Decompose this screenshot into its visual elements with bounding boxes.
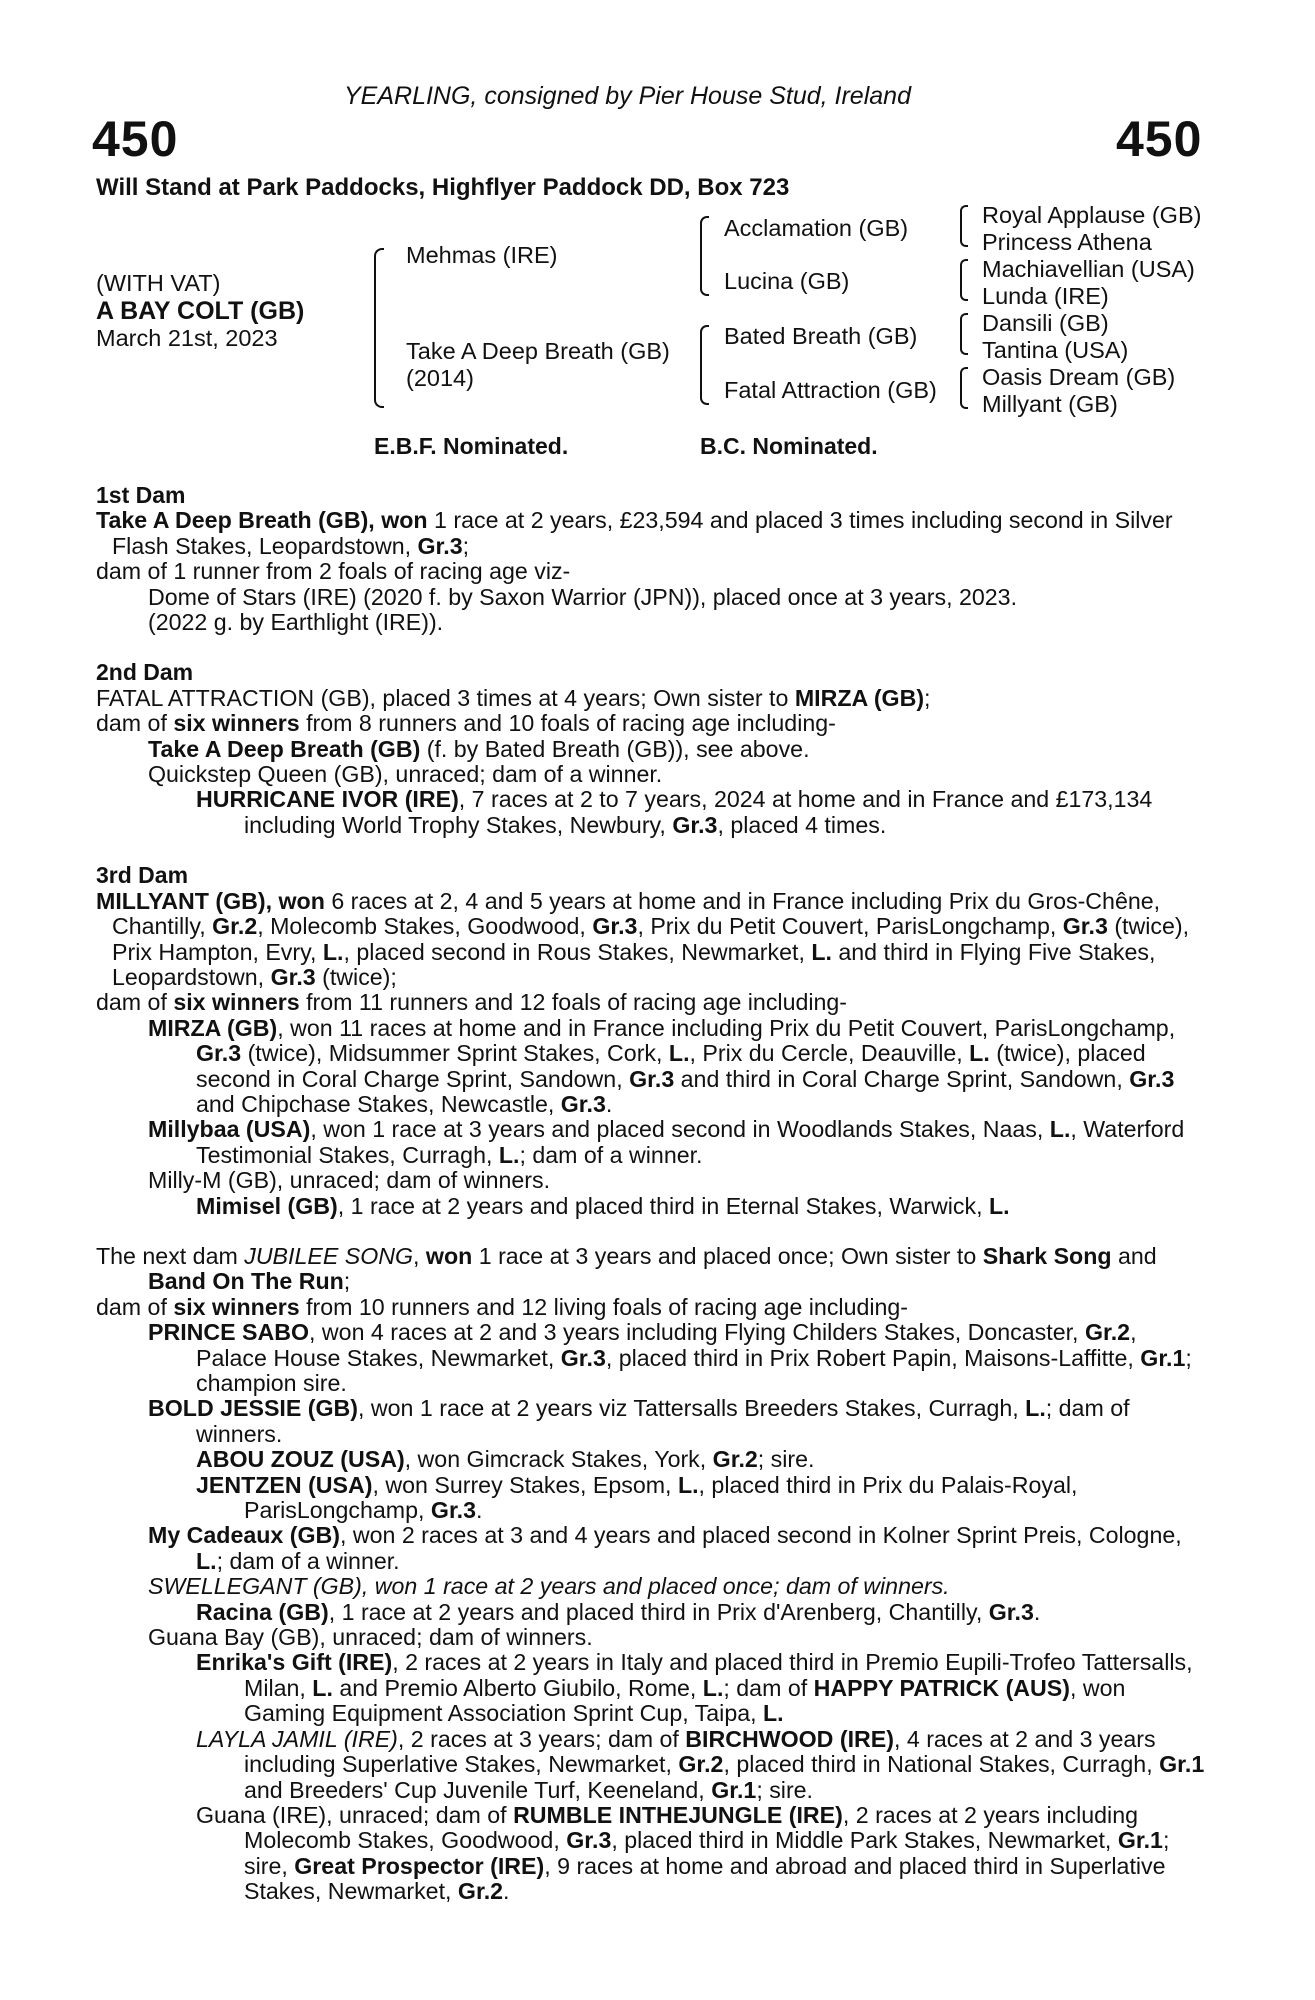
gg-millyant: Millyant (GB): [982, 391, 1118, 417]
dam-dam: Fatal Attraction (GB): [724, 377, 937, 403]
produce-my-cadeaux: My Cadeaux (GB), won 2 races at 3 and 4 years and placed second in Kolner Sprint Preis, Cologne, L.; dam of a winner.: [148, 1522, 1182, 1574]
produce-swellegant: SWELLEGANT (GB), won 1 race at 2 years and placed once; dam of winners.: [148, 1573, 950, 1600]
gg-royal-applause: Royal Applause (GB): [982, 202, 1202, 228]
dam: Take A Deep Breath (GB): [406, 338, 670, 364]
produce-jentzen: JENTZEN (USA), won Surrey Stakes, Epsom, L., placed third in Prix du Palais-Royal, ParisLongchamp, Gr.3.: [196, 1471, 1078, 1524]
stand-location: Will Stand at Park Paddocks, Highflyer Paddock DD, Box 723: [96, 174, 790, 201]
gg-machiavellian: Machiavellian (USA): [982, 256, 1195, 282]
produce-layla-jamil: LAYLA JAMIL (IRE), 2 races at 3 years; dam of BIRCHWOOD (IRE), 4 races at 2 and 3 years including Superlative Stakes, Newmarket, Gr.2, placed third in National Stakes, Curragh, Gr.1 and Breeders' Cup Juvenile Turf, Keeneland, Gr.1; sire.: [196, 1725, 1205, 1803]
gg-princess-athena: Princess Athena: [982, 229, 1152, 255]
produce-racina: Racina (GB), 1 race at 2 years and placed third in Prix d'Arenberg, Chantilly, Gr.3.: [196, 1598, 1041, 1625]
produce-prince-sabo: PRINCE SABO, won 4 races at 2 and 3 years including Flying Childers Stakes, Doncaster, Gr.2, Palace House Stakes, Newmarket, Gr.3, placed third in Prix Robert Papin, Maisons-Laffitte, Gr.1; champion sire.: [148, 1319, 1192, 1396]
second-dam-heading: 2nd Dam: [96, 659, 194, 686]
gg-lunda: Lunda (IRE): [982, 283, 1109, 309]
foaling-date: March 21st, 2023: [96, 325, 278, 351]
next-dam-produce-summary: dam of six winners from 10 runners and 12 living foals of racing age including-: [96, 1293, 909, 1320]
bc-nominated: B.C. Nominated.: [700, 433, 878, 459]
pedigree-brace-gen1: [374, 248, 384, 408]
sire: Mehmas (IRE): [406, 242, 558, 268]
first-dam-record: Take A Deep Breath (GB), won 1 race at 2 years, £23,594 and placed 3 times including second in Silver Flash Stakes, Leopardstown, Gr.3;: [96, 507, 1173, 559]
sire-sire: Acclamation (GB): [724, 215, 909, 241]
produce-mimisel: Mimisel (GB), 1 race at 2 years and placed third in Eternal Stakes, Warwick, L.: [196, 1192, 1010, 1219]
produce-take-a-deep-breath: Take A Deep Breath (GB) (f. by Bated Breath (GB)), see above.: [148, 735, 810, 762]
third-dam-produce-summary: dam of six winners from 11 runners and 12 foals of racing age including-: [96, 989, 848, 1016]
produce-bold-jessie: BOLD JESSIE (GB), won 1 race at 2 years viz Tattersalls Breeders Stakes, Curragh, L.; dam of winners.: [148, 1395, 1130, 1447]
second-dam-record: FATAL ATTRACTION (GB), placed 3 times at 4 years; Own sister to MIRZA (GB);: [96, 684, 931, 711]
gg-dansili: Dansili (GB): [982, 310, 1109, 336]
second-dam-produce-summary: dam of six winners from 8 runners and 10 foals of racing age including-: [96, 710, 836, 737]
catalogue-subtitle: YEARLING, consigned by Pier House Stud, Ireland: [344, 82, 911, 110]
third-dam-record: MILLYANT (GB), won 6 races at 2, 4 and 5 years at home and in France including Prix du Gros-Chêne, Chantilly, Gr.2, Molecomb Stakes, Goodwood, Gr.3, Prix du Petit Couvert, ParisLongchamp, Gr.3 (twice), Prix Hampton, Evry, L., placed second in Rous Stakes, Newmarket, L. and third in Flying Five Stakes, Leopardstown, Gr.3 (twice);: [96, 887, 1190, 990]
produce-enrikas-gift: Enrika's Gift (IRE), 2 races at 2 years in Italy and placed third in Premio Eupili-Trofeo Tattersalls, Milan, L. and Premio Alberto Giubilo, Rome, L.; dam of HAPPY PATRICK (AUS), won Gaming Equipment Association Sprint Cup, Taipa, L.: [196, 1649, 1193, 1727]
produce-milly-m: Milly-M (GB), unraced; dam of winners.: [148, 1167, 551, 1194]
pedigree-brace-sire: [700, 216, 709, 296]
produce-guana-bay: Guana Bay (GB), unraced; dam of winners.: [148, 1624, 593, 1651]
produce-guana: Guana (IRE), unraced; dam of RUMBLE INTHEJUNGLE (IRE), 2 races at 2 years including Molecomb Stakes, Goodwood, Gr.3, placed third in Middle Park Stakes, Newmarket, Gr.1; sire, Great Prospector (IRE), 9 races at home and abroad and placed third in Superlative Stakes, Newmarket, Gr.2.: [196, 1801, 1170, 1905]
dam-sire: Bated Breath (GB): [724, 323, 918, 349]
produce-quickstep-queen: Quickstep Queen (GB), unraced; dam of a winner.: [148, 761, 663, 788]
next-dam-record: The next dam JUBILEE SONG, won 1 race at 3 years and placed once; Own sister to Shark Song and Band On The Run;: [96, 1242, 1157, 1295]
produce-hurricane-ivor: HURRICANE IVOR (IRE), 7 races at 2 to 7 years, 2024 at home and in France and £173,134 including World Trophy Stakes, Newbury, Gr.3, placed 4 times.: [196, 786, 1153, 838]
first-dam-heading: 1st Dam: [96, 482, 186, 508]
produce-dome-of-stars: Dome of Stars (IRE) (2020 f. by Saxon Warrior (JPN)), placed once at 3 years, 2023.: [148, 583, 1018, 610]
pedigree-brace-gg2: [960, 259, 968, 301]
first-dam-section: [96, 483, 1206, 1905]
dam-year: (2014): [406, 365, 474, 391]
horse-name: A BAY COLT (GB): [96, 297, 305, 325]
vat-note: (WITH VAT): [96, 270, 221, 296]
produce-abou-zouz: ABOU ZOUZ (USA), won Gimcrack Stakes, York, Gr.2; sire.: [196, 1446, 815, 1473]
pedigree-brace-gg1: [960, 205, 968, 247]
first-dam-produce-summary: dam of 1 runner from 2 foals of racing age viz-: [96, 558, 571, 585]
pedigree-brace-gg3: [960, 313, 968, 355]
lot-number-left: 450: [92, 111, 179, 167]
lot-number-right: 450: [1116, 111, 1203, 167]
pedigree-brace-dam: [700, 325, 709, 405]
produce-mirza: MIRZA (GB), won 11 races at home and in France including Prix du Petit Couvert, ParisLongchamp, Gr.3 (twice), Midsummer Sprint Stakes, Cork, L., Prix du Cercle, Deauville, L. (twice), placed second in Coral Charge Sprint, Sandown, Gr.3 and third in Coral Charge Sprint, Sandown, Gr.3 and Chipchase Stakes, Newcastle, Gr.3.: [148, 1014, 1176, 1117]
produce-millybaa: Millybaa (USA), won 1 race at 3 years and placed second in Woodlands Stakes, Naas, L., Waterford Testimonial Stakes, Curragh, L.; dam of a winner.: [148, 1116, 1185, 1168]
third-dam-heading: 3rd Dam: [96, 862, 189, 889]
produce-2022-gelding: (2022 g. by Earthlight (IRE)).: [148, 609, 444, 636]
gg-tantina: Tantina (USA): [982, 337, 1129, 363]
ebf-nominated: E.B.F. Nominated.: [374, 433, 569, 459]
gg-oasis-dream: Oasis Dream (GB): [982, 364, 1176, 390]
sire-dam: Lucina (GB): [724, 268, 850, 294]
pedigree-brace-gg4: [960, 367, 968, 409]
